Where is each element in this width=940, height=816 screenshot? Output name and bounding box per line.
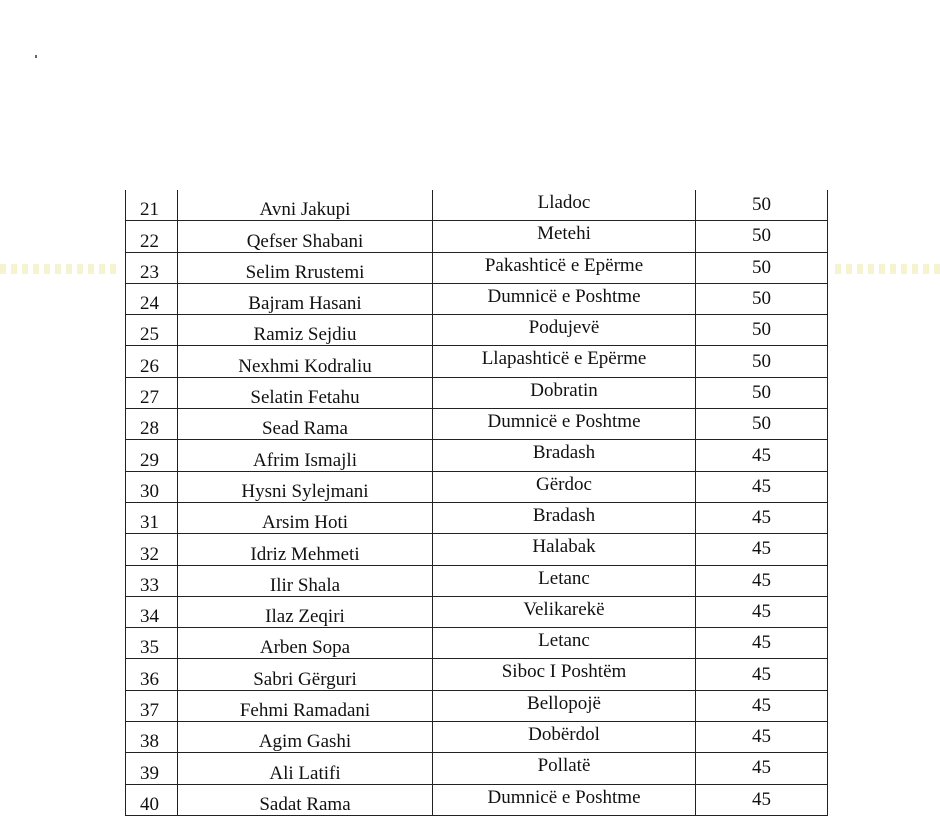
table-row xyxy=(126,440,828,471)
village-name: Pakashticë e Epërme xyxy=(433,252,696,283)
row-number: 25 xyxy=(126,315,178,346)
row-number: 36 xyxy=(126,659,178,690)
row-number: 22 xyxy=(126,221,178,252)
row-number: 38 xyxy=(126,722,178,753)
amount: 45 xyxy=(696,722,828,753)
table-row xyxy=(126,753,828,784)
table-row xyxy=(126,377,828,408)
village-name: Gërdoc xyxy=(433,471,696,502)
person-name: Idriz Mehmeti xyxy=(178,534,433,565)
person-name: Nexhmi Kodraliu xyxy=(178,346,433,377)
table-row xyxy=(126,565,828,596)
village-name: Dumnicë e Poshtme xyxy=(433,784,696,815)
table-row xyxy=(126,409,828,440)
table-row xyxy=(126,283,828,314)
amount: 50 xyxy=(696,346,828,377)
amount: 45 xyxy=(696,565,828,596)
scan-bleed-through-right xyxy=(835,264,940,274)
person-name: Sadat Rama xyxy=(178,784,433,815)
person-name: Arben Sopa xyxy=(178,628,433,659)
person-name: Selim Rrustemi xyxy=(178,252,433,283)
person-name: Ramiz Sejdiu xyxy=(178,315,433,346)
row-number: 37 xyxy=(126,690,178,721)
village-name: Pollatë xyxy=(433,753,696,784)
table-row xyxy=(126,628,828,659)
village-name: Letanc xyxy=(433,628,696,659)
table-row xyxy=(126,784,828,815)
recipient-table xyxy=(125,190,828,816)
row-number: 31 xyxy=(126,502,178,533)
scan-speck xyxy=(35,55,37,58)
village-name: Bradash xyxy=(433,502,696,533)
village-name: Dumnicë e Poshtme xyxy=(433,409,696,440)
village-name: Halabak xyxy=(433,534,696,565)
village-name: Dumnicë e Poshtme xyxy=(433,283,696,314)
person-name: Arsim Hoti xyxy=(178,502,433,533)
amount: 45 xyxy=(696,502,828,533)
person-name: Ilaz Zeqiri xyxy=(178,596,433,627)
amount: 50 xyxy=(696,377,828,408)
table-row xyxy=(126,252,828,283)
row-number: 26 xyxy=(126,346,178,377)
table-row xyxy=(126,659,828,690)
person-name: Afrim Ismajli xyxy=(178,440,433,471)
table-row xyxy=(126,315,828,346)
table-row xyxy=(126,471,828,502)
village-name: Bellopojë xyxy=(433,690,696,721)
village-name: Lladoc xyxy=(433,190,696,221)
recipient-table-body xyxy=(126,190,828,815)
person-name: Ilir Shala xyxy=(178,565,433,596)
row-number: 27 xyxy=(126,377,178,408)
person-name: Hysni Sylejmani xyxy=(178,471,433,502)
table-row xyxy=(126,596,828,627)
person-name: Selatin Fetahu xyxy=(178,377,433,408)
person-name: Sead Rama xyxy=(178,409,433,440)
amount: 50 xyxy=(696,409,828,440)
amount: 45 xyxy=(696,440,828,471)
amount: 45 xyxy=(696,753,828,784)
row-number: 39 xyxy=(126,753,178,784)
village-name: Podujevë xyxy=(433,315,696,346)
person-name: Bajram Hasani xyxy=(178,283,433,314)
table-row xyxy=(126,534,828,565)
village-name: Dobratin xyxy=(433,377,696,408)
row-number: 29 xyxy=(126,440,178,471)
village-name: Llapashticë e Epërme xyxy=(433,346,696,377)
amount: 50 xyxy=(696,315,828,346)
amount: 50 xyxy=(696,190,828,221)
person-name: Fehmi Ramadani xyxy=(178,690,433,721)
village-name: Siboc I Poshtëm xyxy=(433,659,696,690)
amount: 45 xyxy=(696,534,828,565)
row-number: 24 xyxy=(126,283,178,314)
village-name: Letanc xyxy=(433,565,696,596)
row-number: 32 xyxy=(126,534,178,565)
row-number: 28 xyxy=(126,409,178,440)
person-name: Sabri Gërguri xyxy=(178,659,433,690)
row-number: 21 xyxy=(126,190,178,221)
table-row xyxy=(126,722,828,753)
row-number: 33 xyxy=(126,565,178,596)
scan-bleed-through-left xyxy=(0,264,118,274)
table-row xyxy=(126,221,828,252)
amount: 45 xyxy=(696,471,828,502)
table-row xyxy=(126,502,828,533)
amount: 50 xyxy=(696,283,828,314)
village-name: Velikarekë xyxy=(433,596,696,627)
amount: 45 xyxy=(696,690,828,721)
person-name: Avni Jakupi xyxy=(178,190,433,221)
row-number: 23 xyxy=(126,252,178,283)
village-name: Bradash xyxy=(433,440,696,471)
row-number: 30 xyxy=(126,471,178,502)
row-number: 40 xyxy=(126,784,178,815)
row-number: 35 xyxy=(126,628,178,659)
amount: 50 xyxy=(696,221,828,252)
amount: 45 xyxy=(696,659,828,690)
table-row xyxy=(126,346,828,377)
row-number: 34 xyxy=(126,596,178,627)
person-name: Ali Latifi xyxy=(178,753,433,784)
amount: 45 xyxy=(696,784,828,815)
amount: 50 xyxy=(696,252,828,283)
person-name: Qefser Shabani xyxy=(178,221,433,252)
village-name: Dobërdol xyxy=(433,722,696,753)
village-name: Metehi xyxy=(433,221,696,252)
amount: 45 xyxy=(696,628,828,659)
table-row xyxy=(126,190,828,221)
person-name: Agim Gashi xyxy=(178,722,433,753)
table-row xyxy=(126,690,828,721)
amount: 45 xyxy=(696,596,828,627)
